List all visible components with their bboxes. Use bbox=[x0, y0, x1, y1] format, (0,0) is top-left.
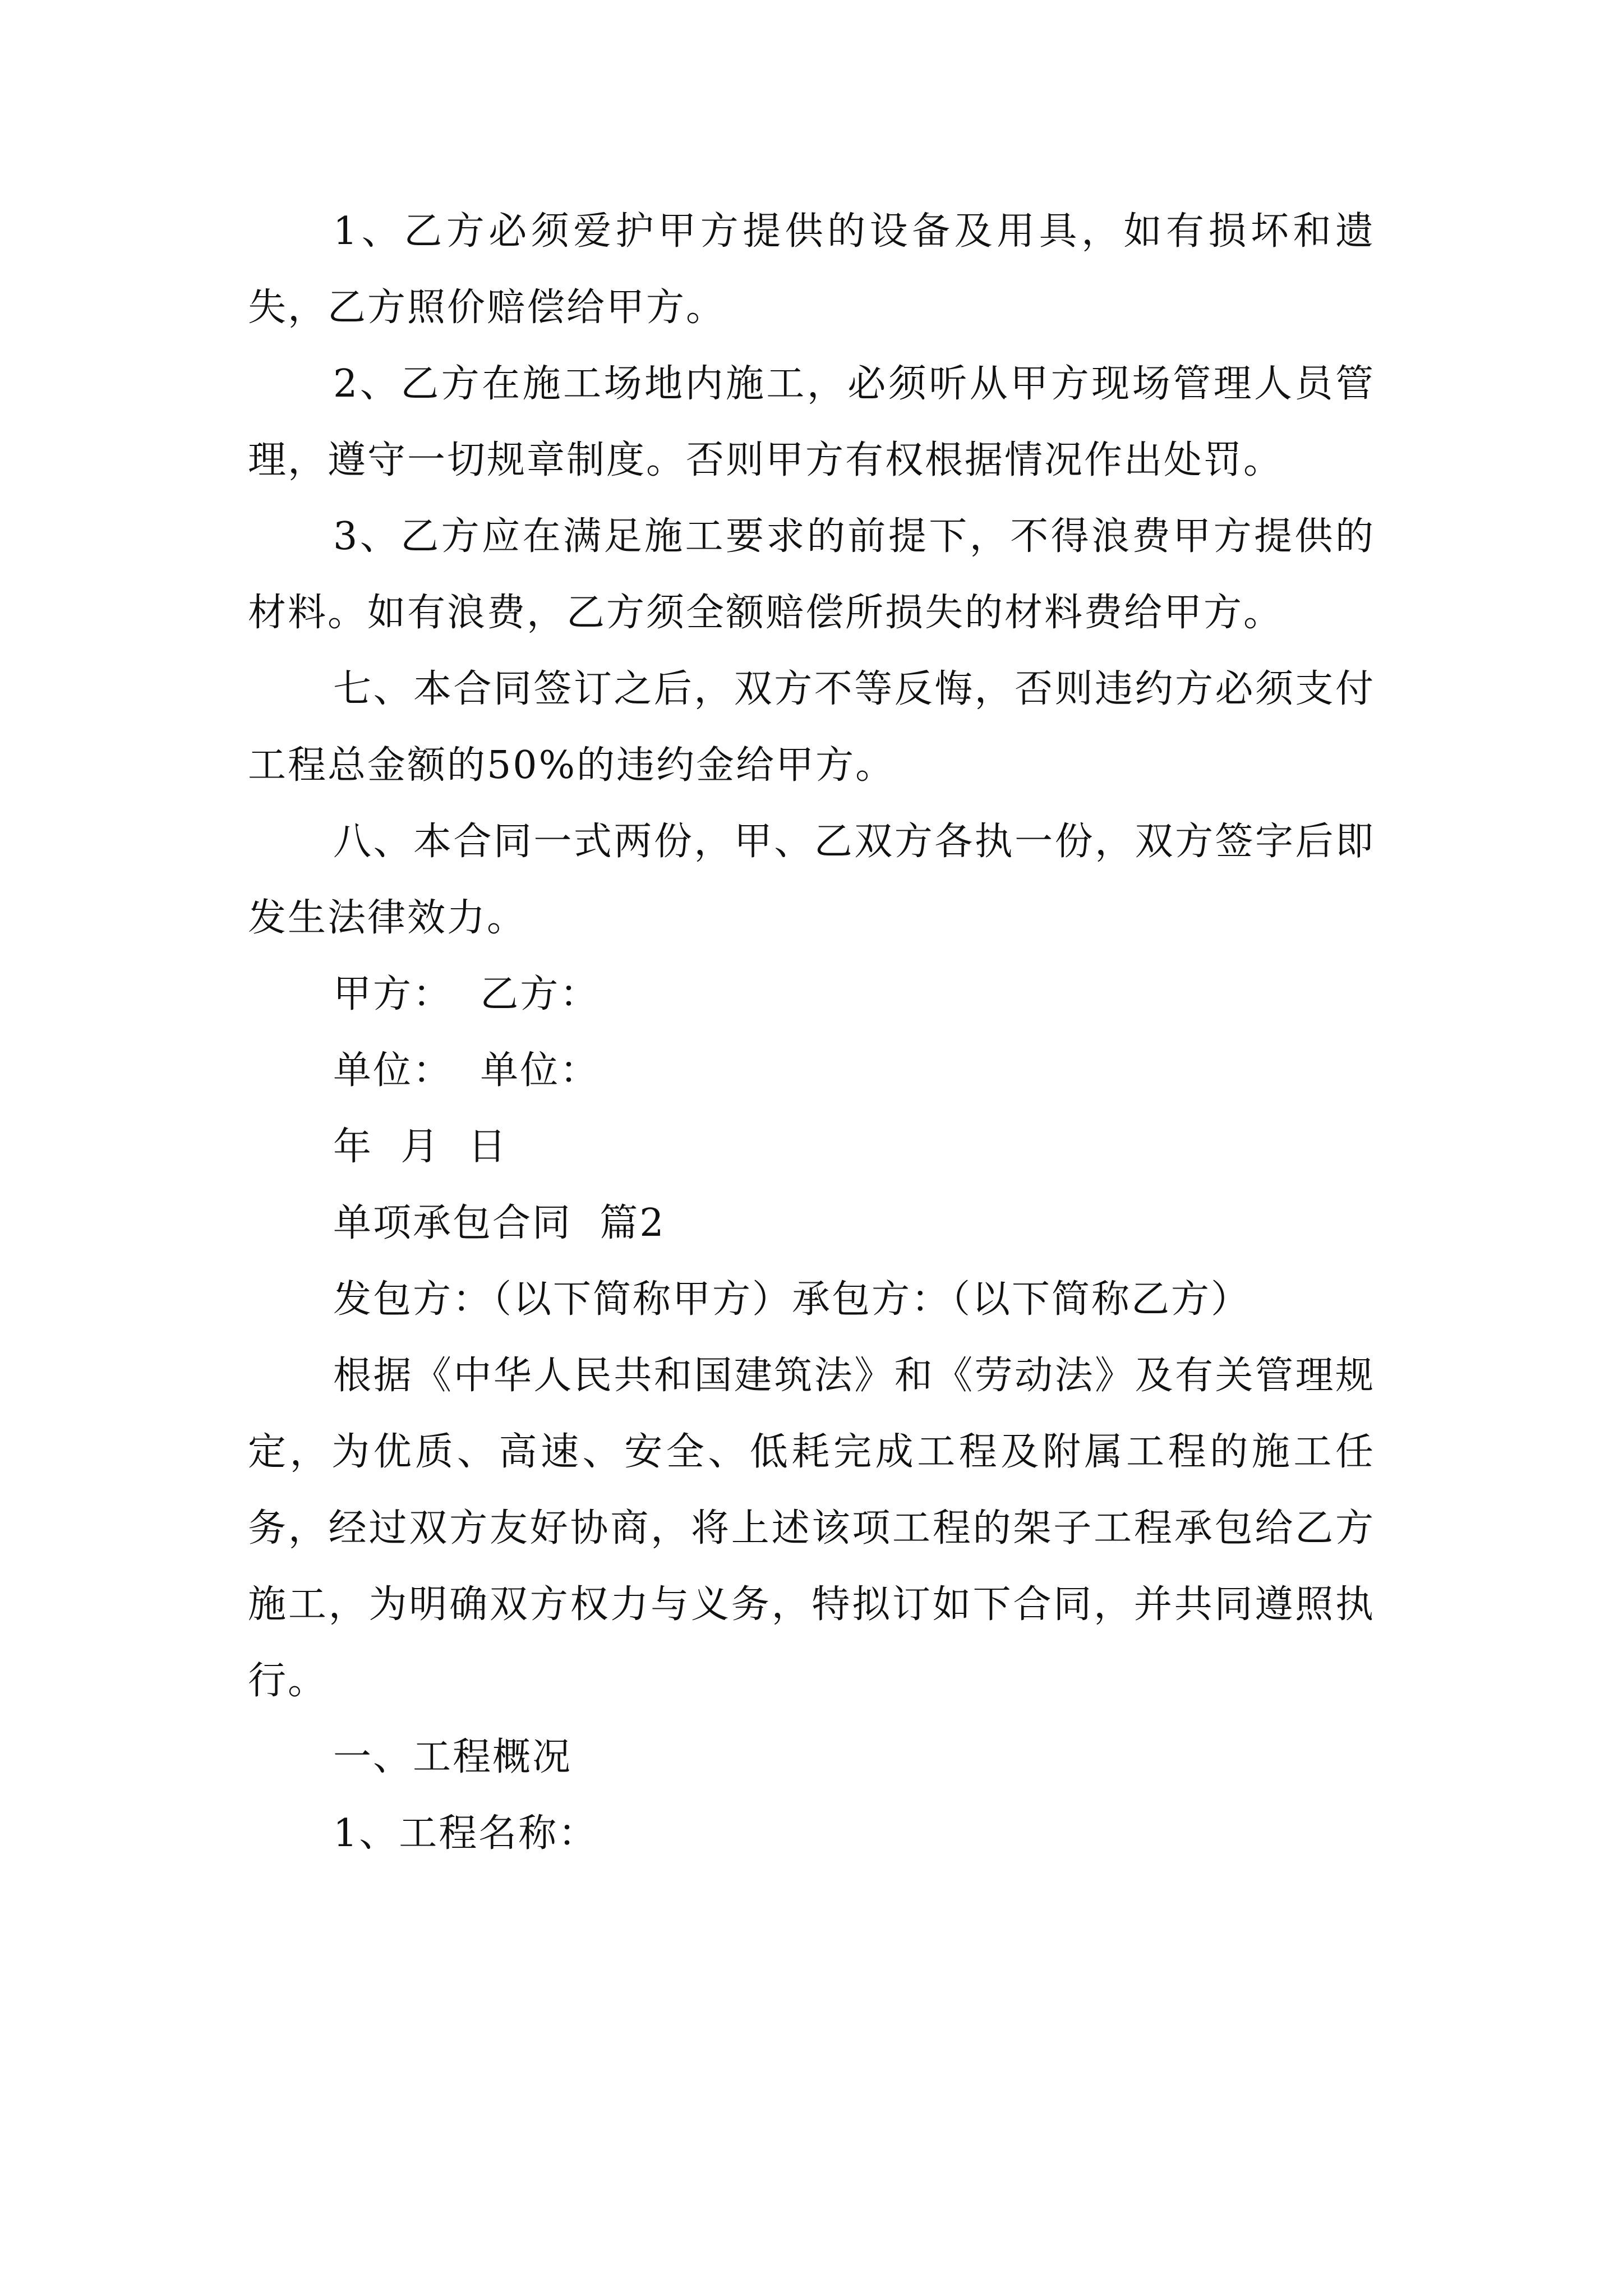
signature-unit-line: 单位： 单位： bbox=[333, 1048, 600, 1093]
parties-line: 发包方：（以下简称甲方）承包方：（以下简称乙方） bbox=[333, 1277, 1251, 1322]
heading-project-overview: 一、工程概况 bbox=[333, 1735, 573, 1779]
item-project-name: 1、工程名称： bbox=[333, 1811, 598, 1856]
document-body bbox=[248, 194, 1375, 1872]
clause-equipment: 1、乙方必须爱护甲方提供的设备及用具，如有损坏和遗失，乙方照价赔偿给甲方。 bbox=[248, 209, 1375, 330]
clause-eight-copies: 八、本合同一式两份，甲、乙双方各执一份，双方签字后即发生法律效力。 bbox=[248, 820, 1375, 940]
intro-paragraph: 根据《中华人民共和国建筑法》和《劳动法》及有关管理规定，为优质、高速、安全、低耗完成工程及附属工程的施工任务，经过双方友好协商，将上述该项工程的架子工程承包给乙方施工，为明确双方权力与义务，特拟订如下合同，并共同遵照执行。 bbox=[248, 1354, 1375, 1703]
signature-party-line: 甲方： 乙方： bbox=[333, 972, 600, 1016]
section-title: 单项承包合同 篇2 bbox=[333, 1201, 666, 1245]
clause-site-management: 2、乙方在施工场地内施工，必须听从甲方现场管理人员管理，遵守一切规章制度。否则甲方有权根据情况作出处罚。 bbox=[248, 362, 1375, 482]
clause-seven-breach: 七、本合同签订之后，双方不等反悔，否则违约方必须支付工程总金额的50%的违约金给甲方。 bbox=[248, 667, 1375, 788]
date-line: 年 月 日 bbox=[333, 1125, 508, 1169]
clause-material-waste: 3、乙方应在满足施工要求的前提下，不得浪费甲方提供的材料。如有浪费，乙方须全额赔偿所损失的材料费给甲方。 bbox=[248, 514, 1375, 635]
